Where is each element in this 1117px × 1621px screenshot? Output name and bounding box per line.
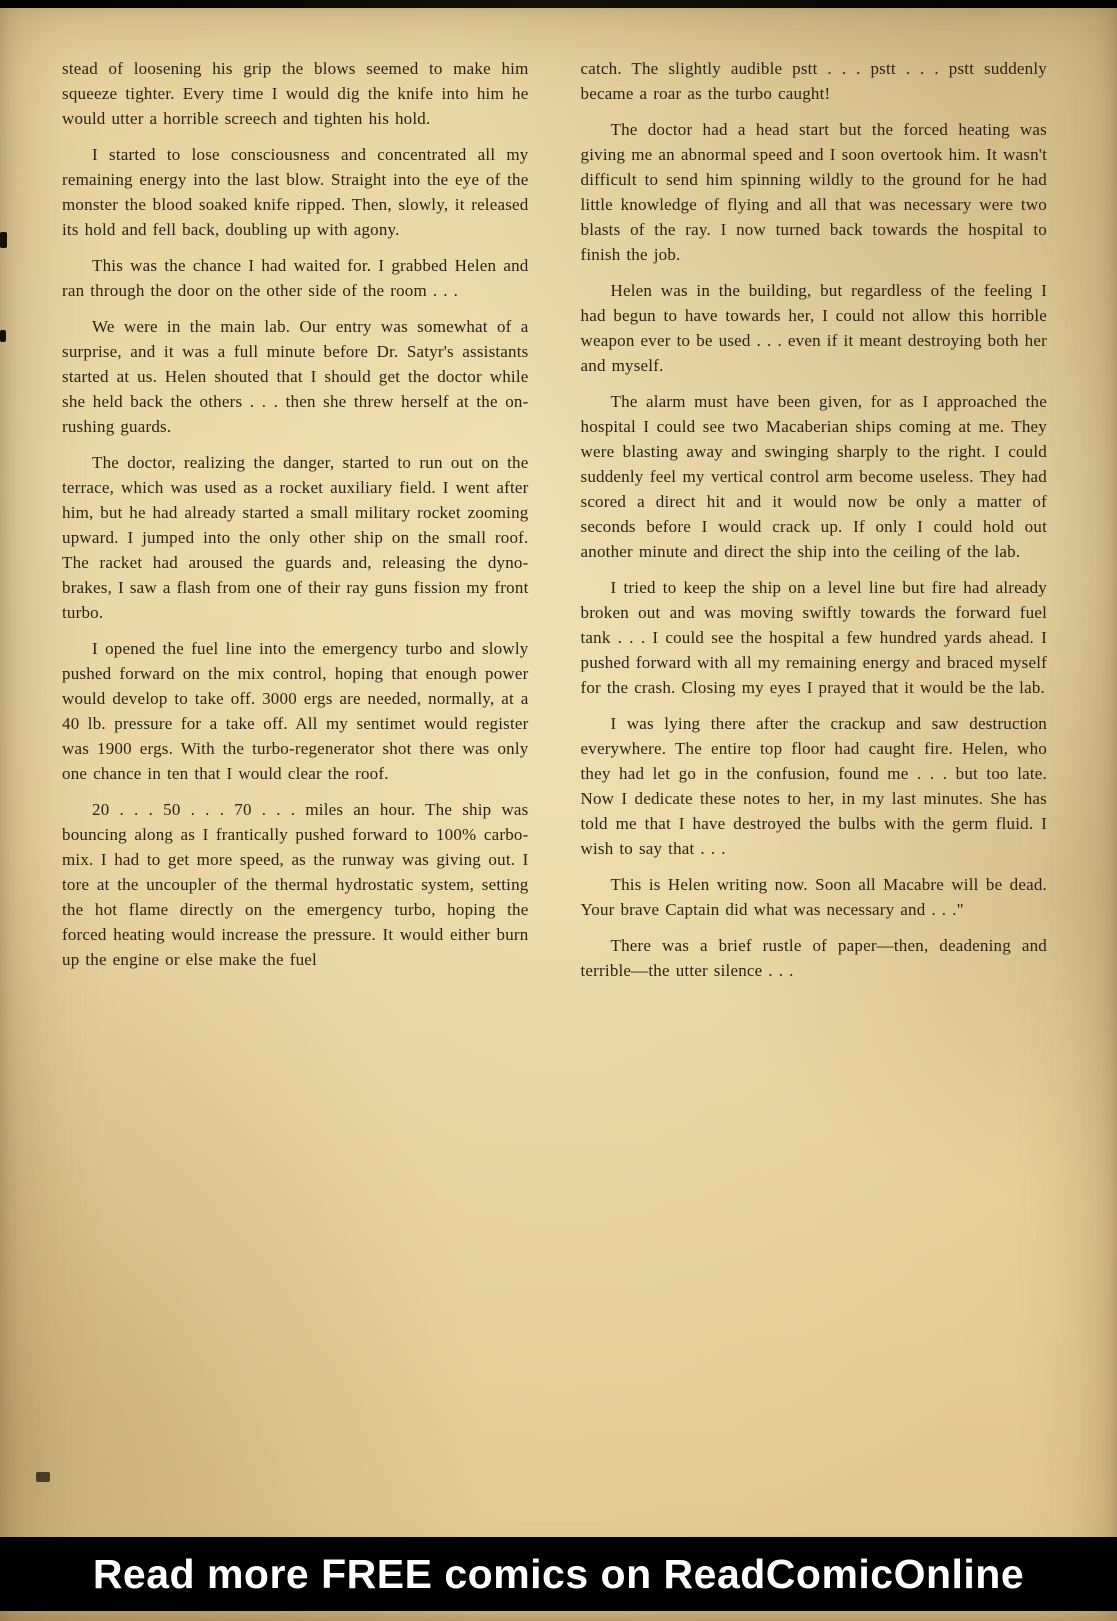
paragraph: The doctor, realizing the danger, started to run out on the terrace, which was used as a rocket auxiliary field. I went after him, but he had already started a small military rocket zooming upward. I jumped into the only other ship on the small roof. The racket had aroused the guards and, releasing the dyno-brakes, I saw a flash from one of their ray guns fission my front turbo. xyxy=(62,453,529,622)
paragraph: I started to lose consciousness and concentrated all my remaining energy into the last blow. Straight into the eye of the monster the blood soaked knife ripped. Then, slowly, it released its hold and fell back, doubling up with agony. xyxy=(62,145,529,239)
paragraph: I tried to keep the ship on a level line but fire had already broken out and was moving swiftly towards the forward fuel tank . . . I could see the hospital a few hundred yards ahead. I pushed forward with all my remaining energy and braced myself for the crash. Closing my eyes I prayed that it would be the lab. xyxy=(580,578,1047,697)
paragraph: Helen was in the building, but regardless of the feeling I had begun to have towards her, I could not allow this horrible weapon ever to be used . . . even if it meant destroying both her and myself. xyxy=(580,281,1047,375)
promo-banner-text: Read more FREE comics on ReadComicOnline xyxy=(92,1550,1025,1597)
left-column xyxy=(62,56,529,994)
scan-edge-mark xyxy=(36,1472,50,1482)
paragraph: I was lying there after the crackup and saw destruction everywhere. The entire top floor had caught fire. Helen, who they had let go in the confusion, found me . . . but too late. Now I dedicate these notes to her, in my last minutes. She has told me that I have destroyed the bulbs with the germ fluid. I wish to say that . . . xyxy=(580,714,1047,858)
paragraph: 20 . . . 50 . . . 70 . . . miles an hour. The ship was bouncing along as I frantically pushed forward to 100% carbo-mix. I had to get more speed, as the runway was giving out. I tore at the uncoupler of the thermal hydrostatic system, setting the hot flame directly on the emergency turbo, hoping the forced heating would increase the pressure. It would either burn up the engine or else make the fuel xyxy=(62,800,529,969)
promo-banner xyxy=(0,1537,1117,1611)
paragraph: stead of loosening his grip the blows seemed to make him squeeze tighter. Every time I would dig the knife into him he would utter a horrible screech and tighten his hold. xyxy=(62,59,529,128)
paragraph: This was the chance I had waited for. I grabbed Helen and ran through the door on the other side of the room . . . xyxy=(62,256,529,300)
paragraph: The alarm must have been given, for as I approached the hospital I could see two Macaberian ships coming at me. They were blasting away and swinging sharply to the right. I could suddenly feel my vertical control arm become useless. They had scored a direct hit and it would now be only a matter of seconds before I would crack up. If only I could hold out another minute and direct the ship into the ceiling of the lab. xyxy=(580,392,1047,561)
right-column xyxy=(581,56,1048,994)
paragraph: There was a brief rustle of paper—then, deadening and terrible—the utter silence . . . xyxy=(580,936,1047,980)
paragraph: This is Helen writing now. Soon all Macabre will be dead. Your brave Captain did what was necessary and . . ." xyxy=(580,875,1047,919)
scan-edge-mark xyxy=(0,232,7,248)
paragraph: catch. The slightly audible pstt . . . pstt . . . pstt suddenly became a roar as the turbo caught! xyxy=(580,59,1047,103)
paragraph: The doctor had a head start but the forced heating was giving me an abnormal speed and I soon overtook him. It wasn't difficult to send him spinning wildly to the ground for he had little knowledge of flying and all that was necessary were two blasts of the ray. I now turned back towards the hospital to finish the job. xyxy=(580,120,1047,264)
page-top-edge xyxy=(0,0,1117,8)
paragraph: I opened the fuel line into the emergency turbo and slowly pushed forward on the mix control, hoping that enough power would develop to take off. 3000 ergs are needed, normally, at a 40 lb. pressure for a take off. All my sentimet would register was 1900 ergs. With the turbo-regenerator shot there was only one chance in ten that I would clear the roof. xyxy=(62,639,529,783)
text-columns xyxy=(62,56,1047,994)
scan-edge-mark xyxy=(0,330,6,342)
paragraph: We were in the main lab. Our entry was somewhat of a surprise, and it was a full minute before Dr. Satyr's assistants started at us. Helen shouted that I should get the doctor while she held back the others . . . then she threw herself at the on-rushing guards. xyxy=(62,317,529,436)
